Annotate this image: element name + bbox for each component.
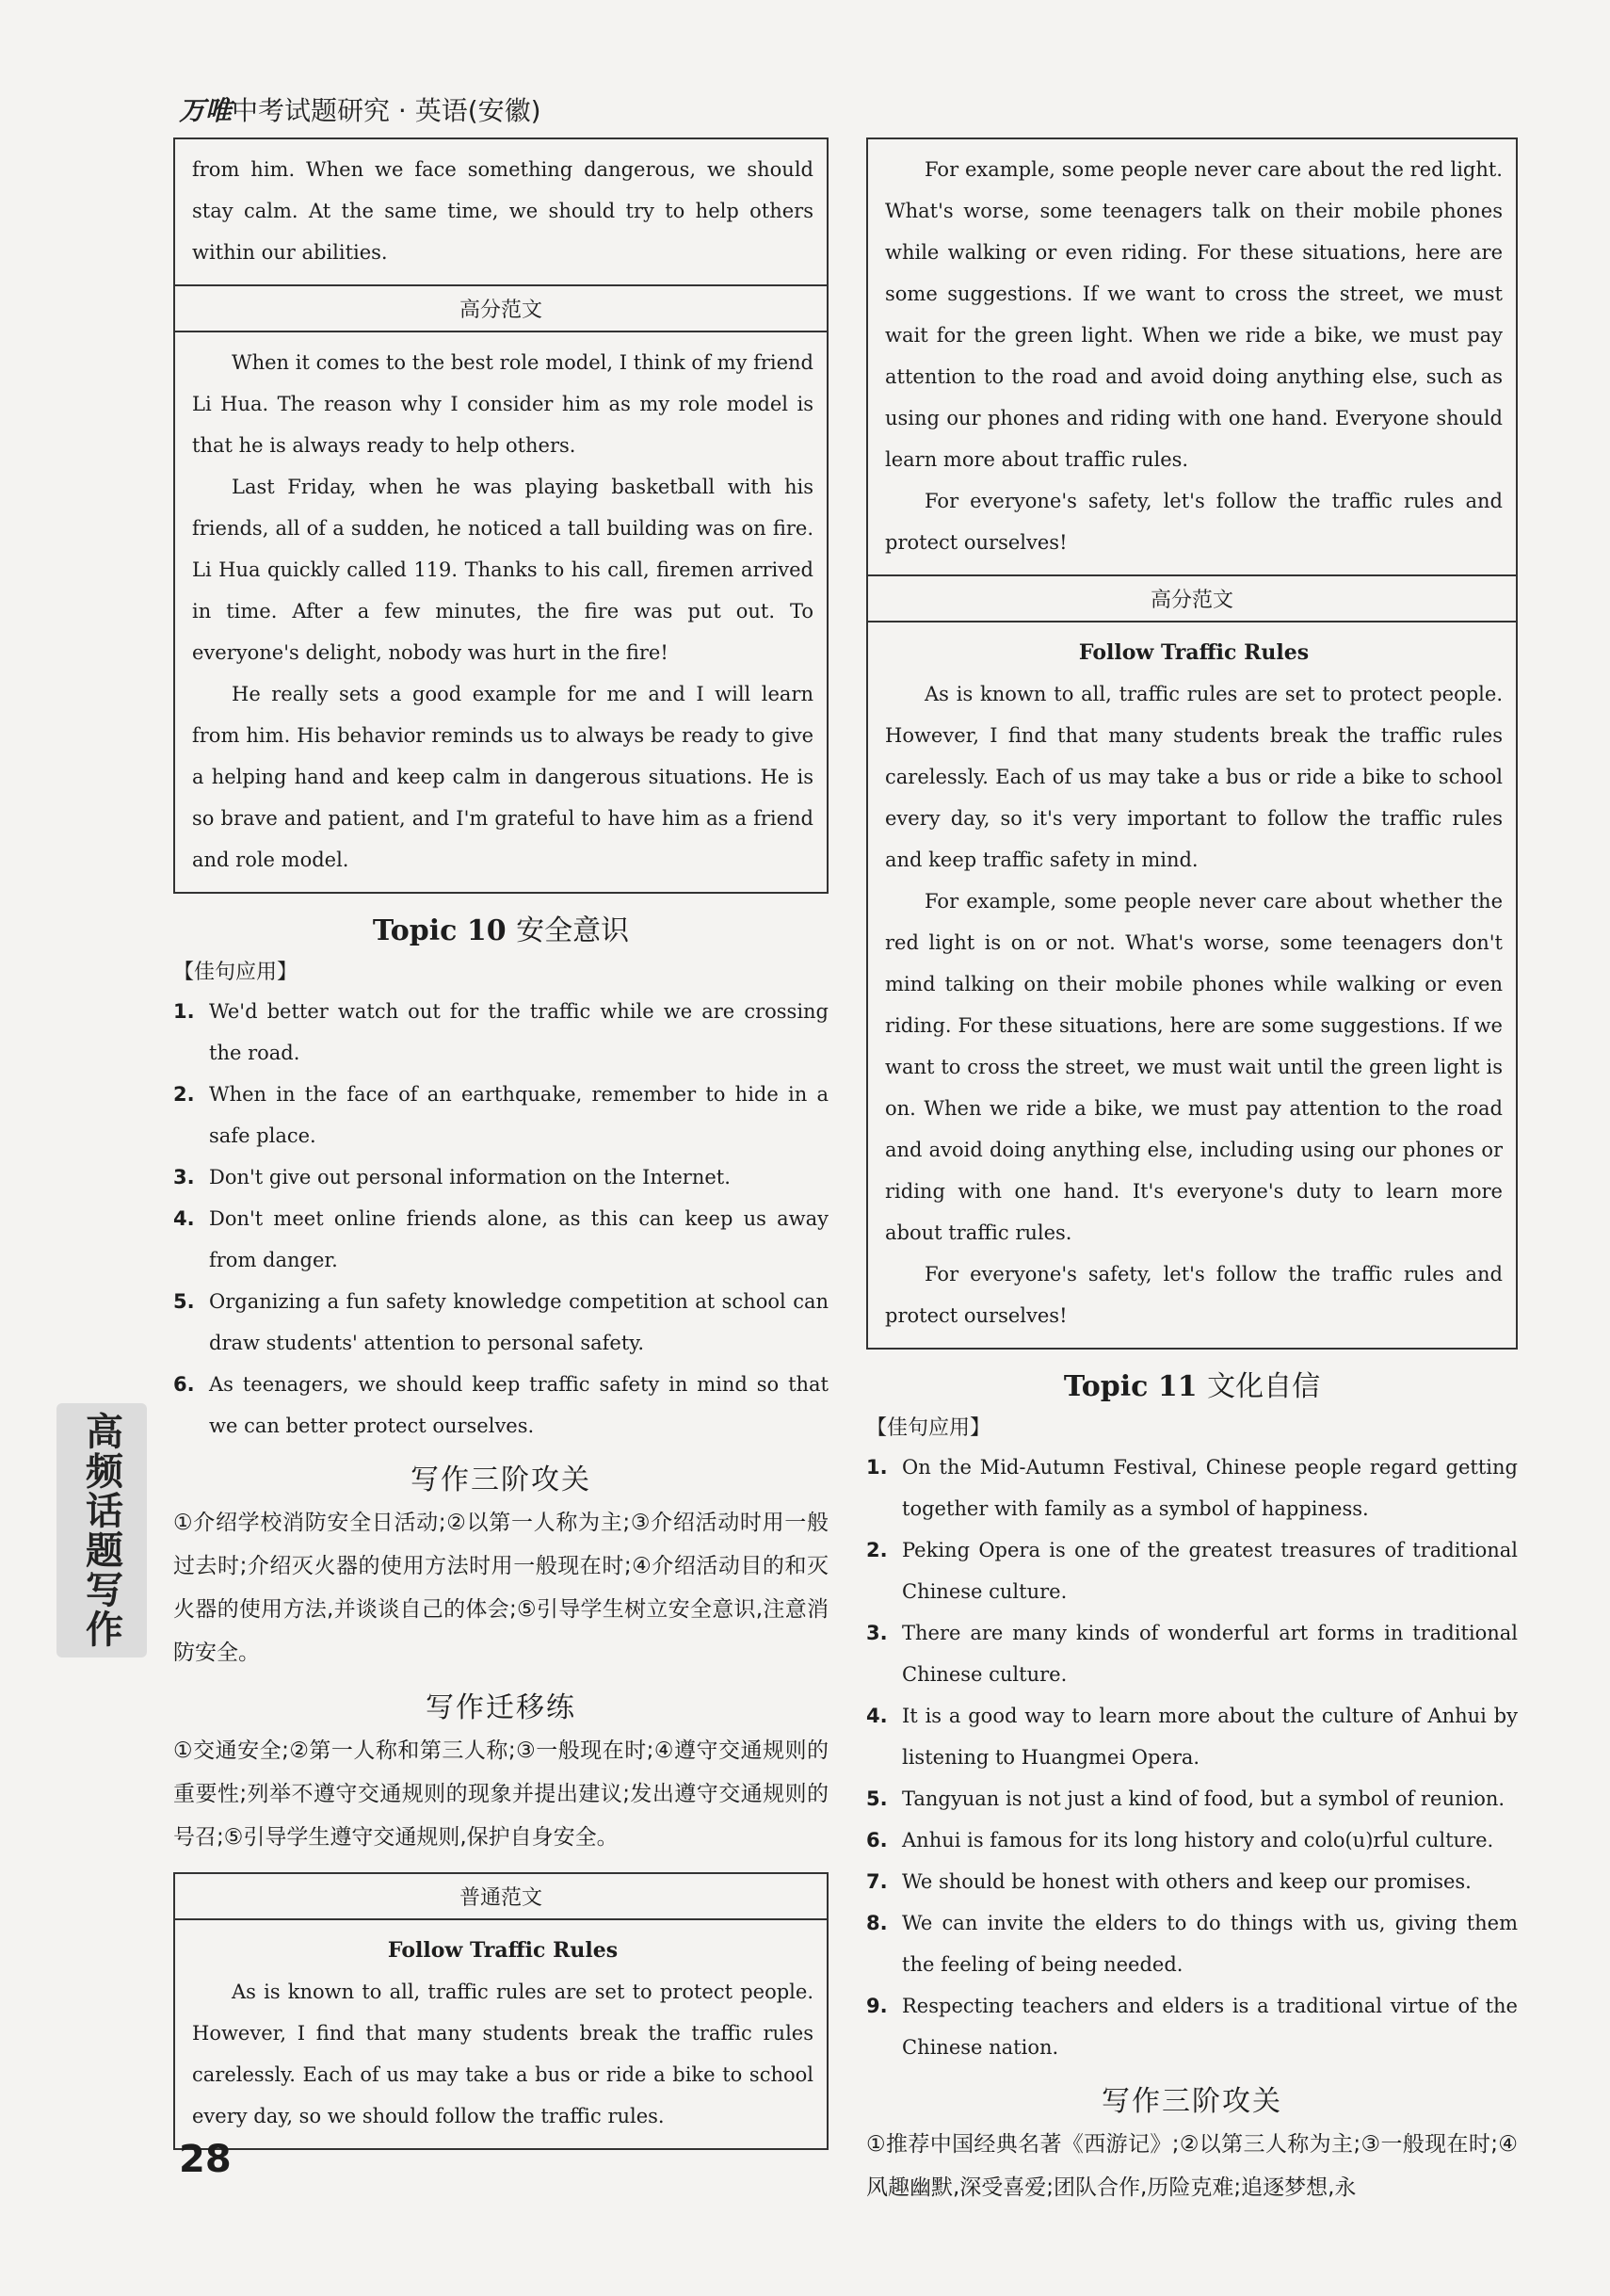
topic-10-name: 安全意识: [516, 914, 630, 947]
brand-logo: 万唯: [179, 95, 233, 126]
list-item: 1. We'd better watch out for the traffic while we are crossing the road.: [173, 1000, 829, 1064]
ordinary-essay-title: Follow Traffic Rules: [387, 1938, 619, 1963]
essay-paragraph: Last Friday, when he was playing basketball with his friends, all of a sudden, he noticed a tall building was on fire. Li Hua quickly called 119. Thanks to his call, firemen arrived in time. After a few minutes, the fire was put out. To everyone's delight, nobody was hurt in the fire!: [192, 476, 813, 664]
essay-paragraph: He really sets a good example for me and I will learn from him. His behavior reminds us to always be ready to give a helping hand and keep calm in dangerous situations. He is so brave and patient, and I'm grateful to have him as a friend and role model.: [192, 683, 813, 871]
book-title: 中考试题研究 · 英语(安徽): [232, 95, 541, 126]
essay-box-continued: [173, 137, 829, 894]
section-side-tab: [56, 1403, 147, 1657]
high-score-box-title: 高分范文: [868, 574, 1516, 623]
list-item: 8. We can invite the elders to do things with us, giving them the feeling of being needed.: [866, 1912, 1518, 1976]
list-item: 2. When in the face of an earthquake, remember to hide in a safe place.: [173, 1083, 829, 1147]
three-steps-heading: 写作三阶攻关: [411, 1463, 591, 1496]
right-column: [866, 137, 1518, 2209]
useful-sentences-tag: 【佳句应用】: [173, 961, 298, 984]
page-header: [179, 90, 541, 128]
list-item: 6. As teenagers, we should keep traffic safety in mind so that we can better protect ourselves.: [173, 1373, 829, 1437]
list-item: 4. Don't meet online friends alone, as this can keep us away from danger.: [173, 1207, 829, 1271]
side-tab-label: 高频话题写作: [79, 1412, 123, 1649]
left-column: [173, 137, 829, 2150]
essay-continued-text: from him. When we face something dangerous, we should stay calm. At the same time, we should try to help others within our abilities.: [192, 158, 813, 264]
list-item: 3. Don't give out personal information on the Internet.: [173, 1166, 731, 1188]
topic-10-title: [173, 907, 829, 948]
list-item: 3. There are many kinds of wonderful art forms in traditional Chinese culture.: [866, 1622, 1518, 1686]
topic-11-number: Topic 11: [1063, 1370, 1198, 1403]
topic-10-number: Topic 10: [372, 914, 507, 947]
three-steps-text: ①介绍学校消防安全日活动;②以第一人称为主;③介绍活动时用一般过去时;介绍灭火器的使用方法时用一般现在时;④介绍活动目的和灭火器的使用方法,并谈谈自己的体会;⑤引导学生树立安全意识,注意消防安全。: [173, 1511, 829, 1665]
essay-paragraph: For everyone's safety, let's follow the traffic rules and protect ourselves!: [885, 1263, 1503, 1327]
page-number: 28: [179, 2138, 232, 2181]
high-score-essay-title: Follow Traffic Rules: [1078, 640, 1310, 665]
list-item: 2. Peking Opera is one of the greatest treasures of traditional Chinese culture.: [866, 1539, 1518, 1603]
topic-11-name: 文化自信: [1207, 1370, 1321, 1403]
topic-11-sentence-list: [866, 1447, 1518, 2068]
list-item: 6. Anhui is famous for its long history and colo(u)rful culture.: [866, 1829, 1494, 1851]
ordinary-essay-box: [173, 1872, 829, 2150]
three-steps-text-right: ①推荐中国经典名著《西游记》;②以第三人称为主;③一般现在时;④风趣幽默,深受喜爱;团队合作,历险克难;追逐梦想,永: [866, 2132, 1518, 2200]
list-item: 5. Tangyuan is not just a kind of food, but a symbol of reunion.: [866, 1787, 1505, 1810]
transfer-heading: 写作迁移练: [426, 1691, 576, 1724]
three-steps-heading-right: 写作三阶攻关: [1102, 2085, 1282, 2118]
transfer-text: ①交通安全;②第一人称和第三人称;③一般现在时;④遵守交通规则的重要性;列举不遵守交通规则的现象并提出建议;发出遵守交通规则的号召;⑤引导学生遵守交通规则,保护自身安全。: [173, 1738, 829, 1850]
topic-10-sentence-list: [173, 991, 829, 1447]
essay-paragraph: As is known to all, traffic rules are set to protect people. However, I find that many students break the traffic rules carelessly. Each of us may take a bus or ride a bike to school every day, so it's very important to follow the traffic rules and keep traffic safety in mind.: [885, 683, 1503, 871]
list-item: 1. On the Mid-Autumn Festival, Chinese people regard getting together with family as a symbol of happiness.: [866, 1456, 1518, 1520]
list-item: 5. Organizing a fun safety knowledge competition at school can draw students' attention to personal safety.: [173, 1290, 829, 1354]
essay-box-continued-right: [866, 137, 1518, 1350]
essay-paragraph: For example, some people never care about whether the red light is on or not. What's worse, some teenagers don't mind talking on their mobile phones while walking or even riding. For these situations, here are some suggestions. If we want to cross the street, we must wait until the green light is on. When we ride a bike, we must pay attention to the road and avoid doing anything else, including using our phones or riding with one hand. It's everyone's duty to learn more about traffic rules.: [885, 890, 1503, 1244]
ordinary-essay-box-title: 普通范文: [175, 1874, 827, 1920]
topic-11-title: [866, 1363, 1518, 1404]
list-item: 7. We should be honest with others and keep our promises.: [866, 1870, 1472, 1893]
list-item: 9. Respecting teachers and elders is a traditional virtue of the Chinese nation.: [866, 1995, 1518, 2059]
ordinary-essay-paragraph: As is known to all, traffic rules are set to protect people. However, I find that many students break the traffic rules carelessly. Each of us may take a bus or ride a bike to school every day, so we should follow the traffic rules.: [192, 1981, 813, 2127]
essay-box-title: 高分范文: [175, 284, 827, 332]
essay-paragraph: For everyone's safety, let's follow the traffic rules and protect ourselves!: [885, 490, 1503, 554]
list-item: 4. It is a good way to learn more about the culture of Anhui by listening to Huangmei Opera.: [866, 1705, 1518, 1769]
useful-sentences-tag: 【佳句应用】: [866, 1416, 991, 1440]
essay-paragraph: For example, some people never care about the red light. What's worse, some teenagers talk on their mobile phones while walking or even riding. For these situations, here are some suggestions. If we want to cross the street, we must wait for the green light. When we ride a bike, we must pay attention to the road and avoid doing anything else, such as using our phones and riding with one hand. Everyone should learn more about traffic rules.: [885, 158, 1503, 471]
essay-paragraph: When it comes to the best role model, I think of my friend Li Hua. The reason why I consider him as my role model is that he is always ready to help others.: [192, 351, 813, 457]
